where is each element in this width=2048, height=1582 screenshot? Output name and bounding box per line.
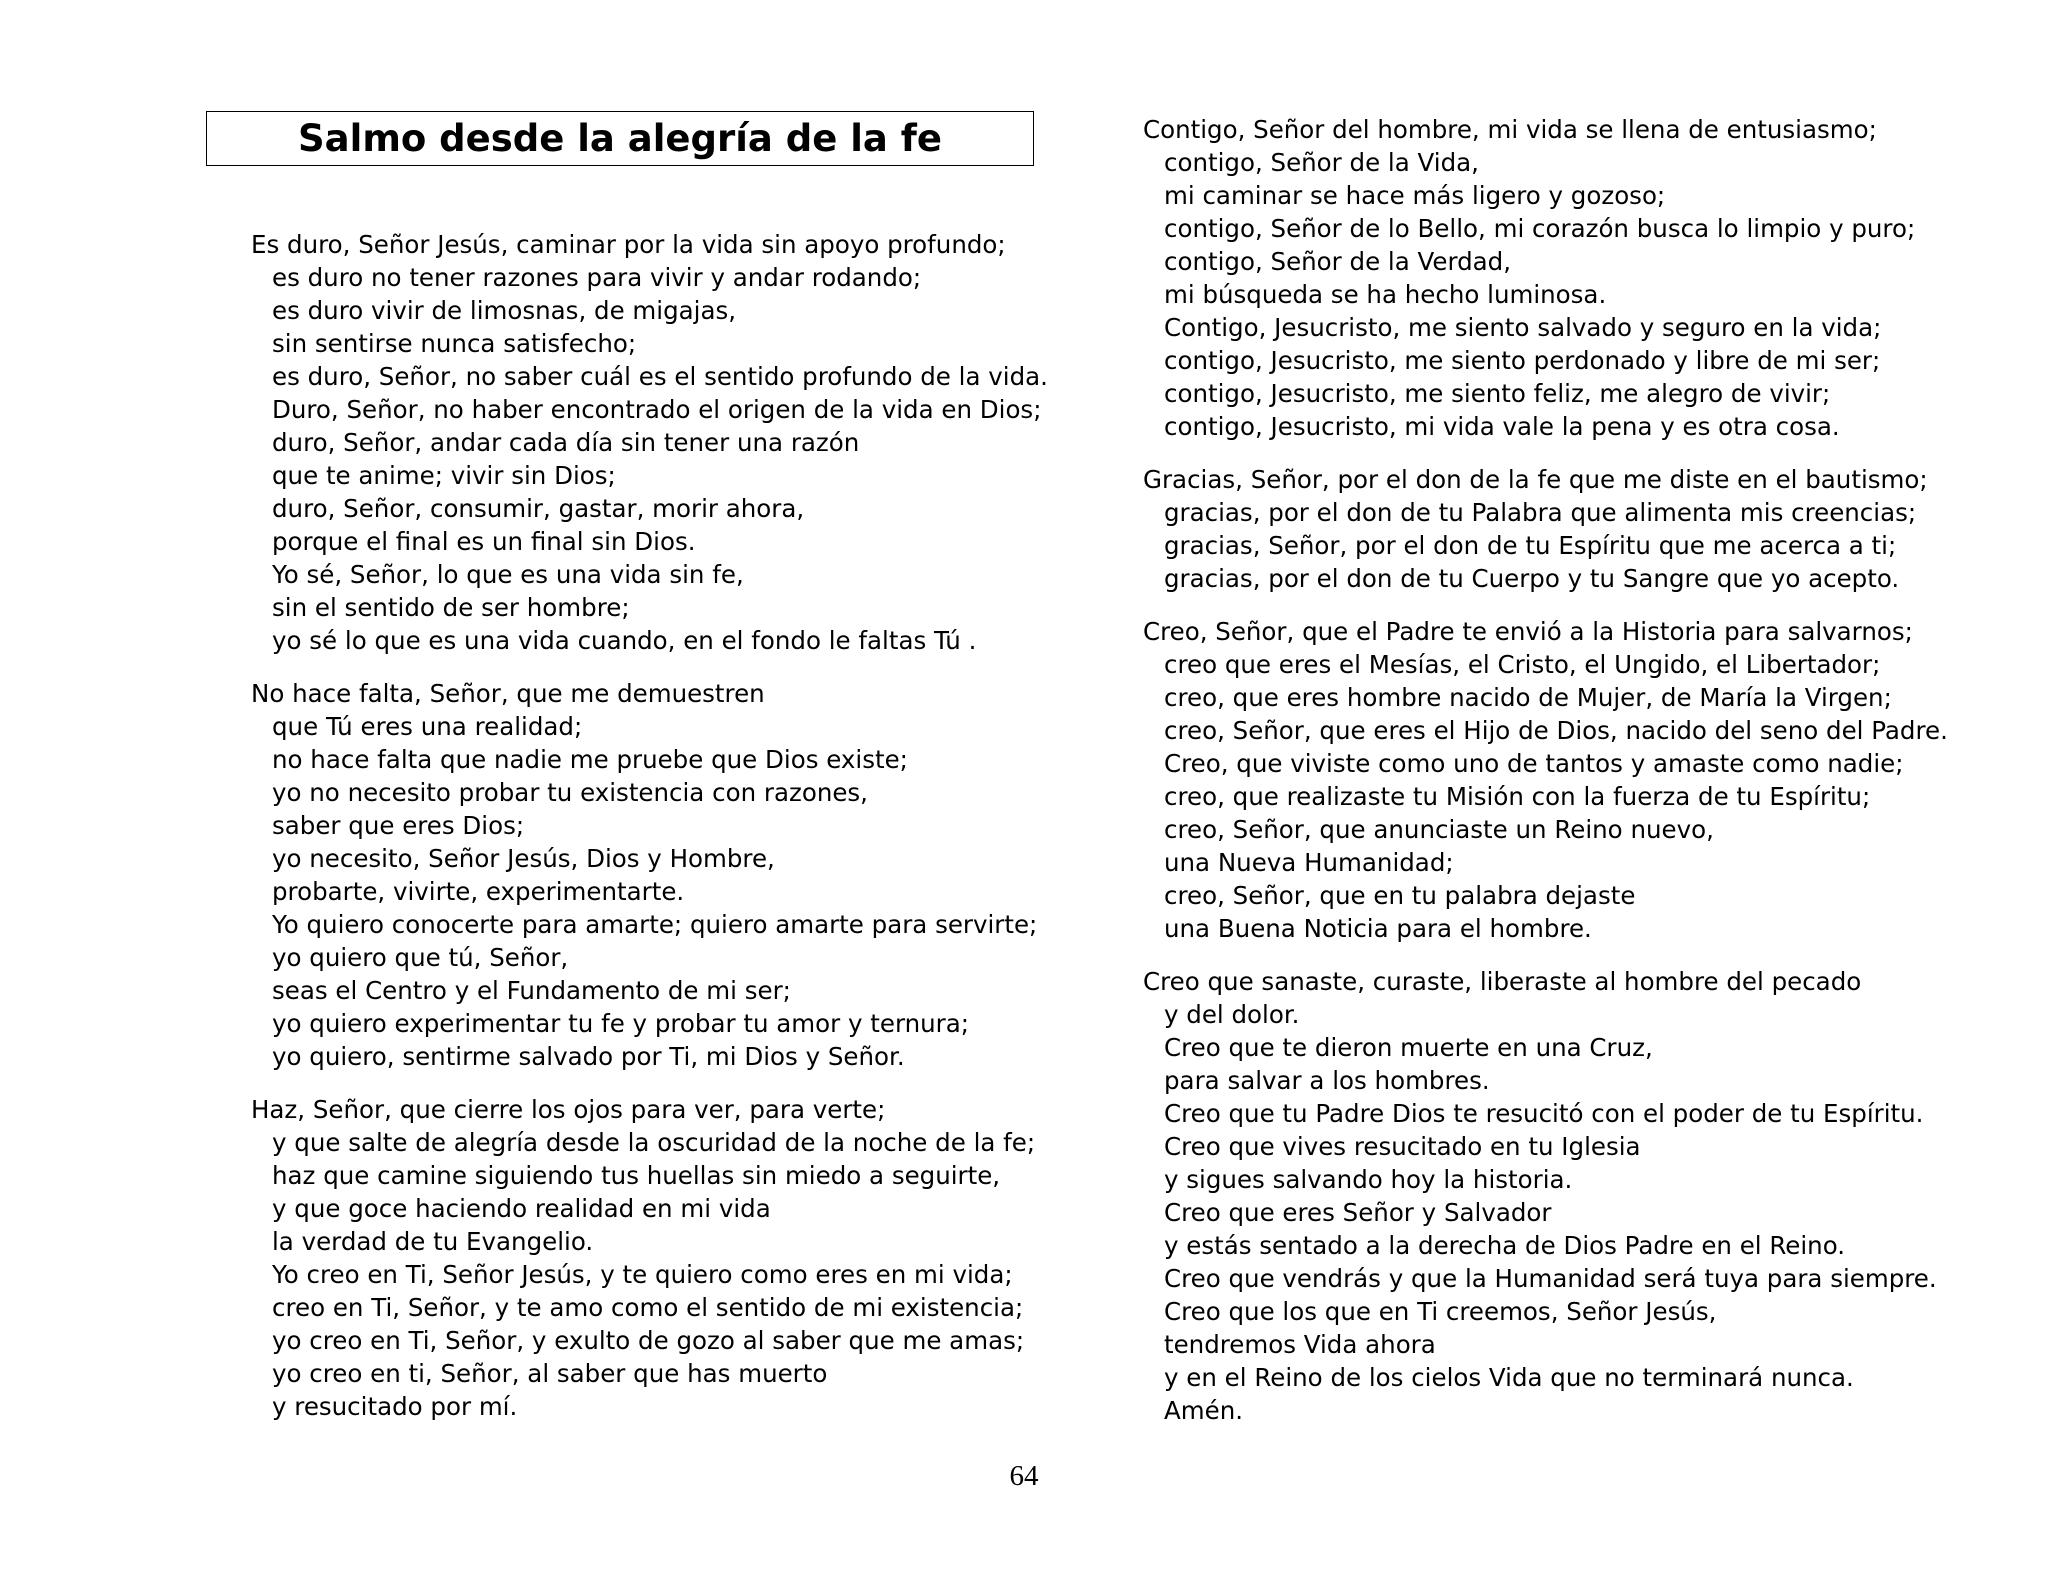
verse-line: creo en Ti, Señor, y te amo como el sentido de mi existencia; xyxy=(272,1293,1024,1322)
verse-line: y del dolor. xyxy=(1164,1000,1300,1029)
verse-line: y que goce haciendo realidad en mi vida xyxy=(272,1194,771,1223)
verse-line: tendremos Vida ahora xyxy=(1164,1330,1436,1359)
verse-line: gracias, por el don de tu Cuerpo y tu Sangre que yo acepto. xyxy=(1164,564,1900,593)
verse-line: contigo, Jesucristo, me siento feliz, me alegro de vivir; xyxy=(1164,379,1831,408)
verse-line: Creo, Señor, que el Padre te envió a la Historia para salvarnos; xyxy=(1143,617,1913,646)
verse-line: yo creo en ti, Señor, al saber que has muerto xyxy=(272,1359,828,1388)
verse-line: y sigues salvando hoy la historia. xyxy=(1164,1165,1573,1194)
verse-line: gracias, Señor, por el don de tu Espíritu que me acerca a ti; xyxy=(1164,531,1897,560)
verse-line: Haz, Señor, que cierre los ojos para ver, para verte; xyxy=(251,1095,886,1124)
verse-line: Gracias, Señor, por el don de la fe que me diste en el bautismo; xyxy=(1143,465,1928,494)
verse-line: yo quiero experimentar tu fe y probar tu amor y ternura; xyxy=(272,1009,969,1038)
verse-line: haz que camine siguiendo tus huellas sin miedo a seguirte, xyxy=(272,1161,1001,1190)
verse-line: y estás sentado a la derecha de Dios Padre en el Reino. xyxy=(1164,1231,1846,1260)
verse-line: Creo, que viviste como uno de tantos y amaste como nadie; xyxy=(1164,749,1904,778)
verse-line: Contigo, Señor del hombre, mi vida se llena de entusiasmo; xyxy=(1143,115,1877,144)
verse-line: Duro, Señor, no haber encontrado el origen de la vida en Dios; xyxy=(272,395,1042,424)
verse-line: es duro vivir de limosnas, de migajas, xyxy=(272,296,737,325)
verse-line: porque el final es un final sin Dios. xyxy=(272,527,696,556)
verse-line: contigo, Señor de la Vida, xyxy=(1164,148,1479,177)
verse-line: Creo que los que en Ti creemos, Señor Jesús, xyxy=(1164,1297,1717,1326)
verse-line: Amén. xyxy=(1164,1396,1244,1425)
verse-line: Creo que eres Señor y Salvador xyxy=(1164,1198,1552,1227)
verse-line: Es duro, Señor Jesús, caminar por la vida sin apoyo profundo; xyxy=(251,230,1006,259)
page-number: 64 xyxy=(1009,1460,1039,1492)
verse-line: Yo quiero conocerte para amarte; quiero amarte para servirte; xyxy=(272,910,1038,939)
verse-line: es duro, Señor, no saber cuál es el sentido profundo de la vida. xyxy=(272,362,1048,391)
stanza xyxy=(1143,113,1948,443)
verse-line: Contigo, Jesucristo, me siento salvado y seguro en la vida; xyxy=(1164,313,1882,342)
verse-line: sin el sentido de ser hombre; xyxy=(272,593,630,622)
verse-line: Yo creo en Ti, Señor Jesús, y te quiero como eres en mi vida; xyxy=(272,1260,1013,1289)
verse-line: yo necesito, Señor Jesús, Dios y Hombre, xyxy=(272,844,775,873)
right-column xyxy=(1143,113,1948,1447)
verse-line: Creo que vives resucitado en tu Iglesia xyxy=(1164,1132,1641,1161)
verse-line: duro, Señor, andar cada día sin tener una razón xyxy=(272,428,860,457)
verse-line: que Tú eres una realidad; xyxy=(272,712,583,741)
stanza xyxy=(1143,615,1948,945)
verse-line: sin sentirse nunca satisfecho; xyxy=(272,329,637,358)
verse-line: creo, Señor, que anunciaste un Reino nuevo, xyxy=(1164,815,1714,844)
stanza xyxy=(251,228,1048,657)
verse-line: no hace falta que nadie me pruebe que Dios existe; xyxy=(272,745,908,774)
verse-line: Creo que te dieron muerte en una Cruz, xyxy=(1164,1033,1653,1062)
verse-line: saber que eres Dios; xyxy=(272,811,525,840)
verse-line: creo, que realizaste tu Misión con la fuerza de tu Espíritu; xyxy=(1164,782,1871,811)
verse-line: para salvar a los hombres. xyxy=(1164,1066,1490,1095)
verse-line: yo quiero que tú, Señor, xyxy=(272,943,569,972)
verse-line: yo creo en Ti, Señor, y exulto de gozo al saber que me amas; xyxy=(272,1326,1025,1355)
verse-line: y en el Reino de los cielos Vida que no terminará nunca. xyxy=(1164,1363,1854,1392)
verse-line: Creo que tu Padre Dios te resucitó con el poder de tu Espíritu. xyxy=(1164,1099,1924,1128)
stanza xyxy=(251,677,1048,1073)
verse-line: yo sé lo que es una vida cuando, en el fondo le faltas Tú . xyxy=(272,626,977,655)
verse-line: duro, Señor, consumir, gastar, morir ahora, xyxy=(272,494,805,523)
verse-line: mi caminar se hace más ligero y gozoso; xyxy=(1164,181,1666,210)
verse-line: yo no necesito probar tu existencia con razones, xyxy=(272,778,868,807)
stanza xyxy=(251,1093,1048,1423)
verse-line: yo quiero, sentirme salvado por Ti, mi Dios y Señor. xyxy=(272,1042,905,1071)
verse-line: que te anime; vivir sin Dios; xyxy=(272,461,616,490)
verse-line: contigo, Jesucristo, mi vida vale la pena y es otra cosa. xyxy=(1164,412,1840,441)
verse-line: contigo, Señor de lo Bello, mi corazón busca lo limpio y puro; xyxy=(1164,214,1916,243)
verse-line: una Nueva Humanidad; xyxy=(1164,848,1454,877)
stanza xyxy=(1143,965,1948,1427)
verse-line: No hace falta, Señor, que me demuestren xyxy=(251,679,765,708)
verse-line: creo, que eres hombre nacido de Mujer, de María la Virgen; xyxy=(1164,683,1892,712)
verse-line: y que salte de alegría desde la oscuridad de la noche de la fe; xyxy=(272,1128,1036,1157)
verse-line: y resucitado por mí. xyxy=(272,1392,518,1421)
verse-line: creo que eres el Mesías, el Cristo, el Ungido, el Libertador; xyxy=(1164,650,1881,679)
verse-line: mi búsqueda se ha hecho luminosa. xyxy=(1164,280,1607,309)
stanza xyxy=(1143,463,1948,595)
verse-line: la verdad de tu Evangelio. xyxy=(272,1227,594,1256)
verse-line: una Buena Noticia para el hombre. xyxy=(1164,914,1592,943)
verse-line: seas el Centro y el Fundamento de mi ser; xyxy=(272,976,791,1005)
verse-line: es duro no tener razones para vivir y andar rodando; xyxy=(272,263,922,292)
verse-line: creo, Señor, que en tu palabra dejaste xyxy=(1164,881,1636,910)
verse-line: creo, Señor, que eres el Hijo de Dios, nacido del seno del Padre. xyxy=(1164,716,1948,745)
verse-line: Creo que sanaste, curaste, liberaste al hombre del pecado xyxy=(1143,967,1862,996)
verse-line: Creo que vendrás y que la Humanidad será tuya para siempre. xyxy=(1164,1264,1937,1293)
verse-line: gracias, por el don de tu Palabra que alimenta mis creencias; xyxy=(1164,498,1917,527)
verse-line: contigo, Señor de la Verdad, xyxy=(1164,247,1512,276)
verse-line: contigo, Jesucristo, me siento perdonado y libre de mi ser; xyxy=(1164,346,1881,375)
left-column xyxy=(251,228,1048,1443)
title-box xyxy=(206,111,1034,166)
verse-line: Yo sé, Señor, lo que es una vida sin fe, xyxy=(272,560,744,589)
verse-line: probarte, vivirte, experimentarte. xyxy=(272,877,685,906)
page-title: Salmo desde la alegría de la fe xyxy=(298,117,942,160)
